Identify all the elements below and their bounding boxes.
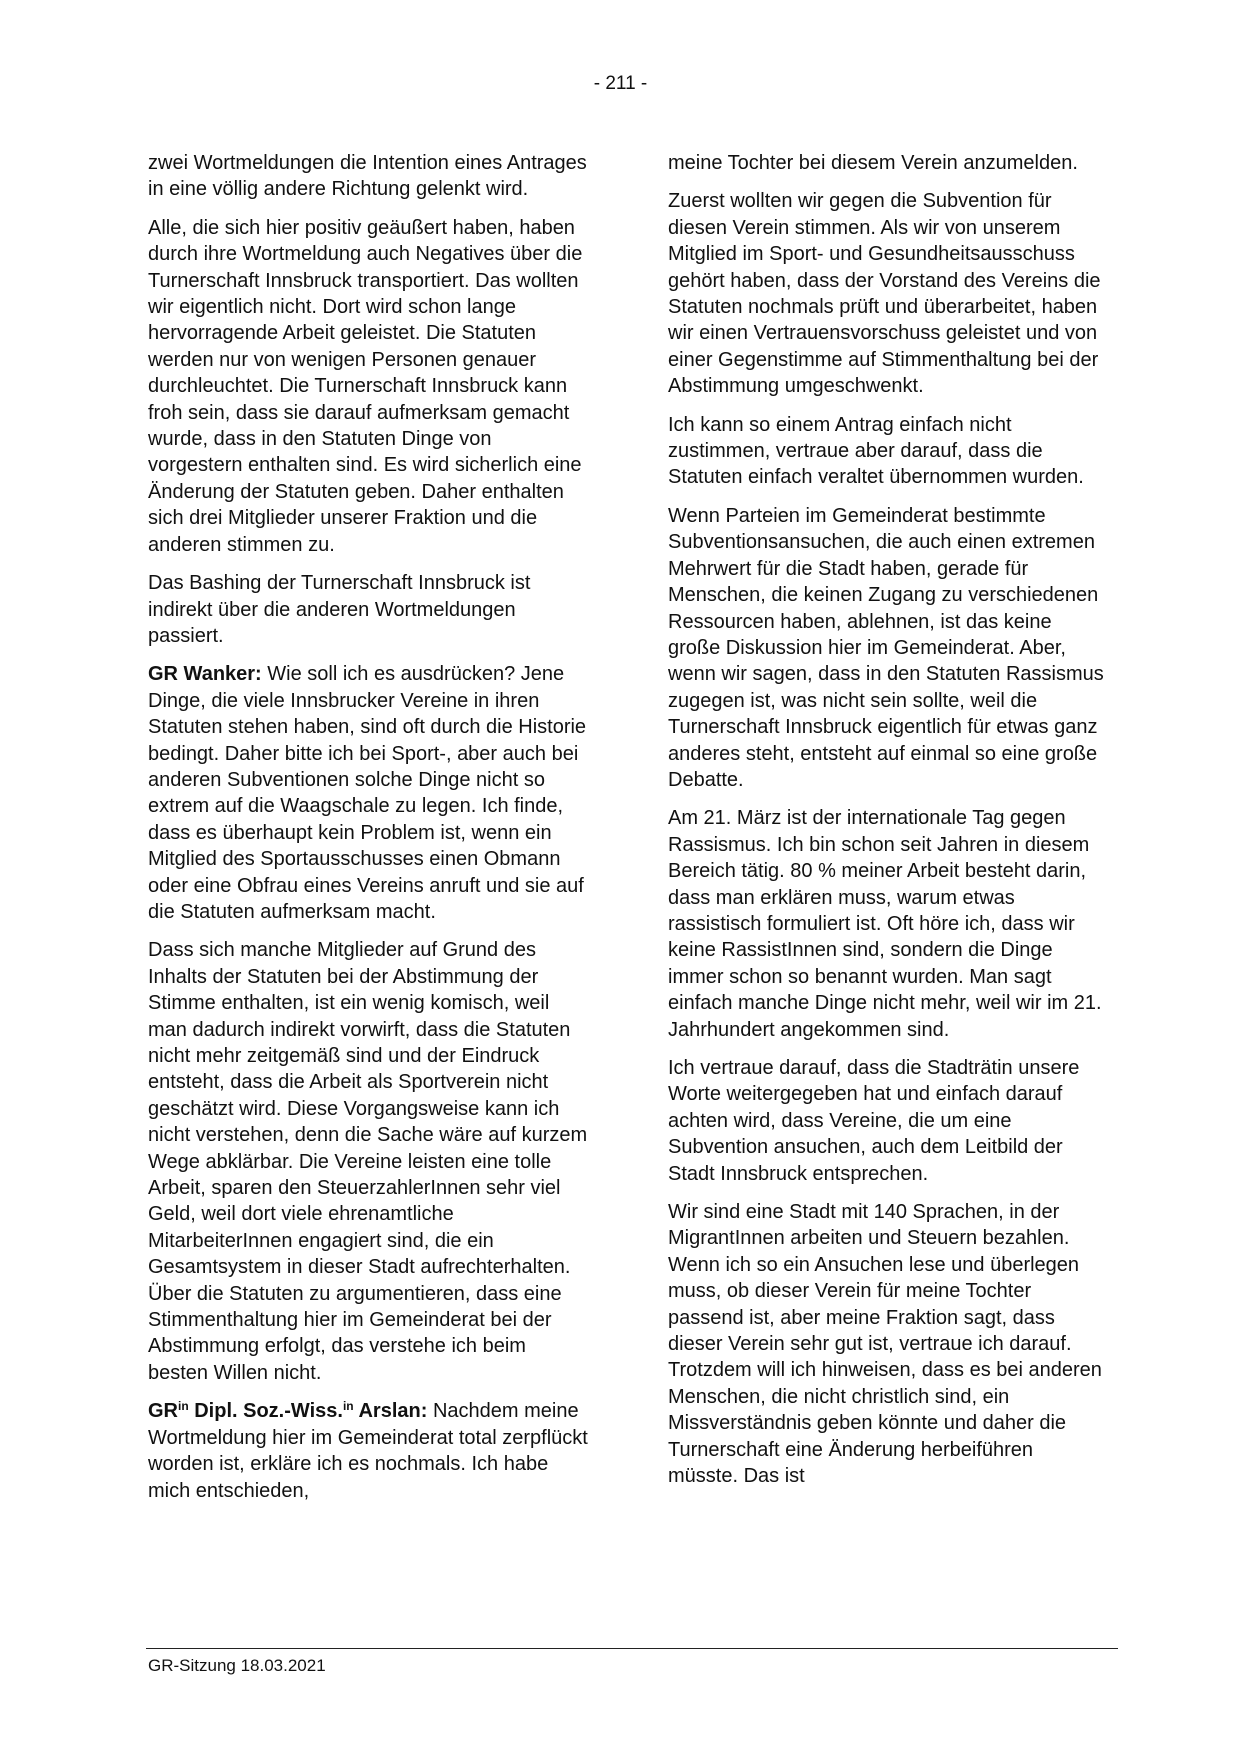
left-paragraph-2: Alle, die sich hier positiv geäußert haben, haben durch ihre Wortmeldung auch Negatives über die Turnerschaft Innsbruck transportiert. Das wollten wir eigentlich nicht. Dort wird schon lange hervorragende Arbeit geleistet. Die Statuten werden nur von wenigen Personen genauer durchleuchtet. Die Turnerschaft Innsbruck kann froh sein, dass sie darauf aufmerksam gemacht wurde, dass in den Statuten Dinge von vorgestern enthalten sind. Es wird sicherlich eine Änderung der Statuten geben. Daher enthalten sich drei Mitglieder unserer Fraktion und die anderen stimmen zu. — [148, 216, 583, 556]
left-paragraph-5: Dass sich manche Mitglieder auf Grund des Inhalts der Statuten bei der Abstimmung der Stimme enthalten, ist ein wenig komisch, weil man dadurch indirekt vorwirft, dass die Statuten nicht mehr zeitgemäß sind und der Eindruck entsteht, dass die Arbeit als Sportverein nicht geschätzt wird. Diese Vorgangsweise kann ich nicht verstehen, denn die Sache wäre auf kurzem Wege abklärbar. Die Vereine leisten eine tolle Arbeit, sparen den SteuerzahlerInnen sehr viel Geld, weil dort viele ehrenamtliche MitarbeiterInnen engagiert sind, die ein Gesamtsystem in dieser Stadt aufrechterhalten. Über die Statuten zu argumentieren, dass eine Stimmenthaltung hier im Gemeinderat bei der Abstimmung erfolgt, das verstehe ich beim besten Willen nicht. — [148, 939, 588, 1384]
footer-session-date: GR-Sitzung 18.03.2021 — [148, 1656, 326, 1675]
speaker-arslan-gr: GR — [148, 1400, 178, 1423]
speaker-arslan-name: Arslan: — [358, 1400, 428, 1423]
right-paragraph-6: Ich vertraue darauf, dass die Stadträtin unsere Worte weitergegeben hat und einfach darauf achten wird, dass Vereine, die um eine Subvention ansuchen, auch dem Leitbild der Stadt Innsbruck entsprechen. — [668, 1057, 1080, 1185]
right-paragraph-4: Wenn Parteien im Gemeinderat bestimmte Subventionsansuchen, die auch einen extremen Mehrwert für die Stadt haben, gerade für Menschen, die keinen Zugang zu verschiedenen Ressourcen haben, ablehnen, ist das keine große Diskussion hier im Gemeinderat. Aber, wenn wir sagen, dass in den Statuten Rassismus zugegen ist, was nicht sein sollte, weil die Turnerschaft Innsbruck eigentlich für etwas ganz anderes steht, entsteht auf einmal so eine große Debatte. — [668, 504, 1104, 791]
right-paragraph-1: meine Tochter bei diesem Verein anzumelden. — [668, 152, 1078, 174]
left-paragraph-6 — [148, 1398, 588, 1504]
left-paragraph-4 — [148, 661, 588, 925]
speaker-arslan-sup-2: in — [342, 1399, 354, 1414]
page-number: - 211 - — [593, 73, 648, 94]
speaker-arslan — [148, 1400, 427, 1422]
speaker-arslan-sup-1: in — [178, 1399, 189, 1414]
right-paragraph-3: Ich kann so einem Antrag einfach nicht zustimmen, vertraue aber darauf, dass die Statuten einfach veraltet übernommen wurden. — [668, 413, 1084, 489]
right-paragraph-7: Wir sind eine Stadt mit 140 Sprachen, in der MigrantInnen arbeiten und Steuern bezahlen. Wenn ich so ein Ansuchen lese und überlegen muss, ob dieser Verein für meine Tochter passend ist, aber meine Fraktion sagt, dass dieser Verein sehr gut ist, vertraue ich darauf. Trotzdem will ich hinweisen, dass es bei anderen Menschen, die nicht christlich sind, ein Missverständnis geben könnte und daher die Turnerschaft eine Änderung herbeiführen müsste. Das ist — [668, 1201, 1102, 1488]
right-paragraph-2: Zuerst wollten wir gegen die Subvention für diesen Verein stimmen. Als wir von unserem Mitglied im Sport- und Gesundheitsausschuss gehört haben, dass der Vorstand des Vereins die Statuten nochmals prüft und überarbeitet, haben wir einen Vertrauensvorschuss geleistet und von einer Gegenstimme auf Stimmenthaltung bei der Abstimmung umgeschwenkt. — [668, 190, 1101, 398]
speech-wanker: Wie soll ich es ausdrücken? Jene Dinge, die viele Innsbrucker Vereine in ihren Statuten stehen haben, sind oft durch die Historie bedingt. Daher bitte ich bei Sport-, aber auch bei anderen Subventionen solche Dinge nicht so extrem auf die Waagschale zu legen. Ich finde, dass es überhaupt kein Problem ist, wenn ein Mitglied des Sportausschusses einen Obmann oder eine Obfrau eines Vereins anruft und sie auf die Statuten aufmerksam macht. — [148, 663, 587, 923]
left-column — [148, 150, 588, 1516]
footer-divider — [146, 1648, 1118, 1649]
speaker-arslan-title: Dipl. Soz.-Wiss. — [194, 1400, 343, 1423]
speaker-wanker: GR Wanker: — [148, 663, 262, 686]
speech-arslan: Nachdem meine Wortmeldung hier im Gemeinderat total zerpflückt worden ist, erkläre ich es nochmals. Ich habe mich entschieden, — [148, 1400, 588, 1502]
left-paragraph-3: Das Bashing der Turnerschaft Innsbruck ist indirekt über die anderen Wortmeldungen passiert. — [148, 572, 531, 647]
right-column — [668, 150, 1108, 1502]
right-paragraph-5: Am 21. März ist der internationale Tag gegen Rassismus. Ich bin schon seit Jahren in diesem Bereich tätig. 80 % meiner Arbeit besteht darin, dass man erklären muss, warum etwas rassistisch formuliert ist. Oft höre ich, dass wir keine RassistInnen sind, sondern die Dinge immer schon so benannt wurden. Man sagt einfach manche Dinge nicht mehr, weil wir im 21. Jahrhundert angekommen sind. — [668, 807, 1102, 1041]
left-paragraph-1: zwei Wortmeldungen die Intention eines Antrages in eine völlig andere Richtung gelenkt wird. — [148, 152, 587, 201]
